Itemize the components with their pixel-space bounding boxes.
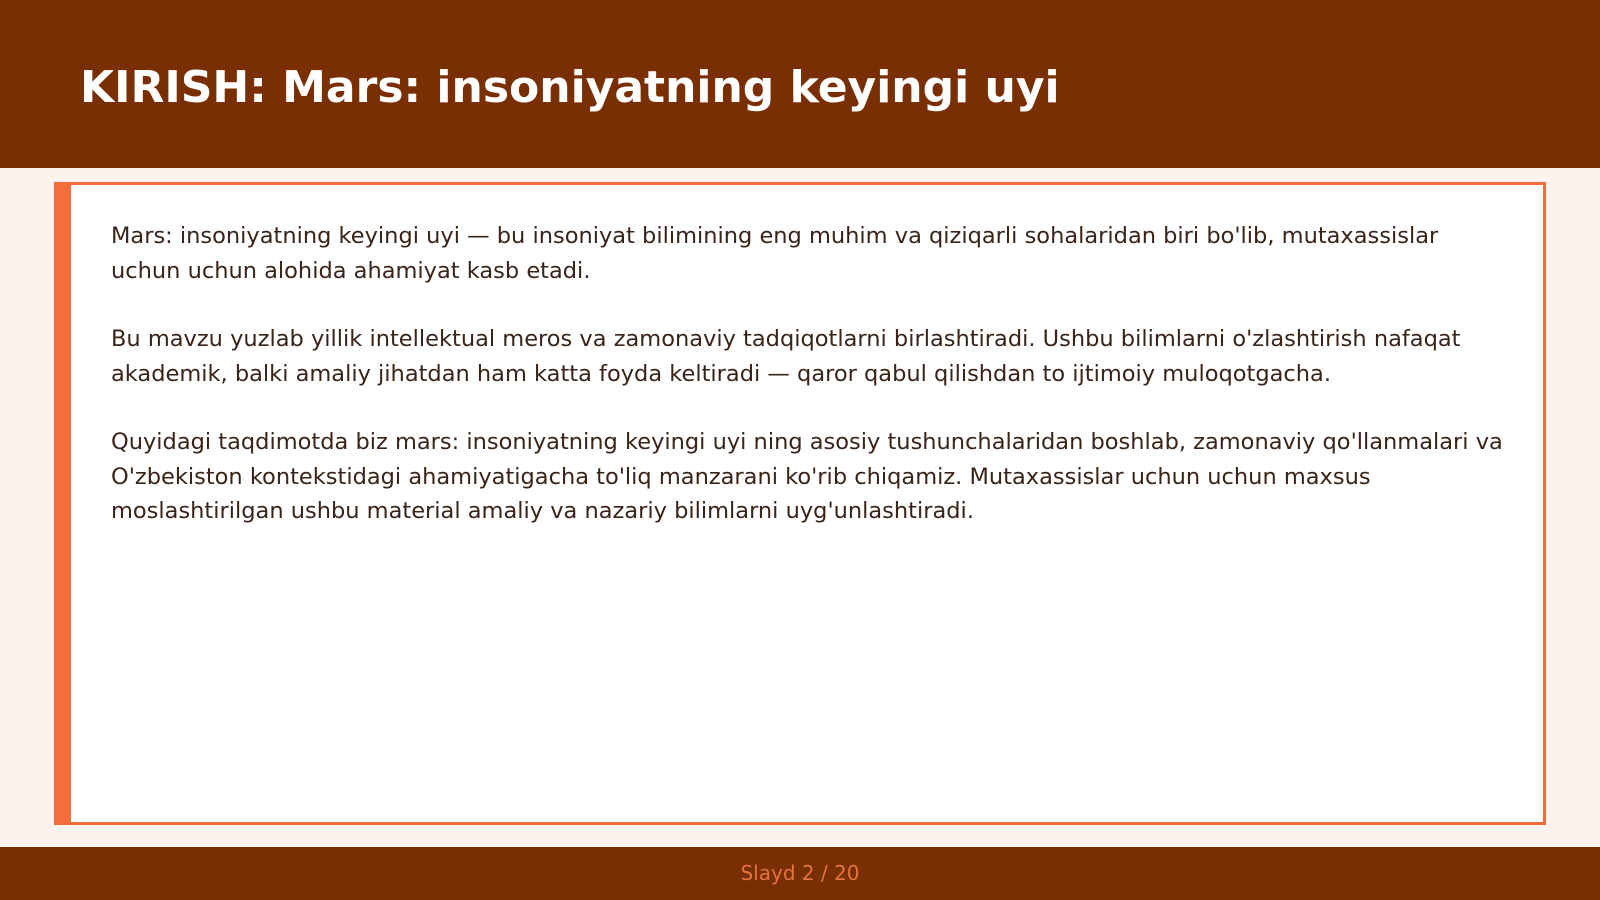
slide-title: KIRISH: Mars: insoniyatning keyingi uyi [80,62,1060,113]
slide-number: Slayd 2 / 20 [740,861,860,885]
content-body [111,219,1511,563]
footer-bar [0,847,1600,900]
paragraph-1: Mars: insoniyatning keyingi uyi — bu insoniyat bilimining eng muhim va qiziqarli sohalaridan biri bo'lib, mutaxassislar uchun uchun alohida ahamiyat kasb etadi. [111,223,1439,284]
title-bar [0,0,1600,168]
content-card [54,182,1546,825]
paragraph-2: Bu mavzu yuzlab yillik intellektual meros va zamonaviy tadqiqotlarni birlashtiradi. Ushbu bilimlarni o'zlashtirish nafaqat akademik, balki amaliy jihatdan ham katta foyda keltiradi — qaror qabul qilishdan to ijtimoiy muloqotgacha. [111,326,1461,387]
paragraph-3: Quyidagi taqdimotda biz mars: insoniyatning keyingi uyi ning asosiy tushunchalaridan boshlab, zamonaviy qo'llanmalari va O'zbekiston kontekstidagi ahamiyatigacha to'liq manzarani ko'rib chiqamiz. Mutaxassislar uchun uchun maxsus moslashtirilgan ushbu material amaliy va nazariy bilimlarni uyg'unlashtiradi. [111,429,1503,524]
